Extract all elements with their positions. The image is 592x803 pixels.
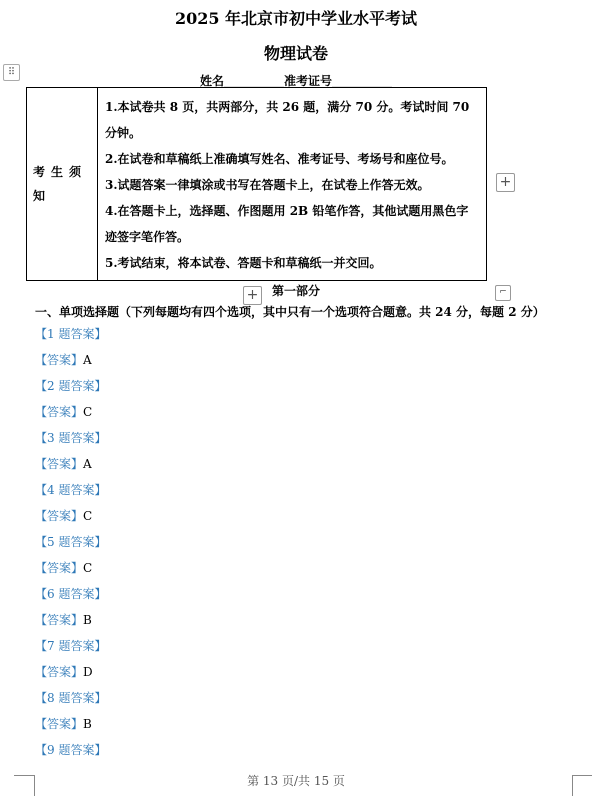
answer-line: 【答案】A bbox=[35, 353, 92, 367]
answer-line: 【答案】A bbox=[35, 457, 92, 471]
notice-item: 5.考试结束，将本试卷、答题卡和草稿纸一并交回。 bbox=[105, 256, 382, 270]
add-column-plus-icon[interactable]: + bbox=[496, 173, 515, 192]
answer-header: 【8 题答案】 bbox=[35, 691, 107, 705]
add-row-plus-icon[interactable]: + bbox=[243, 286, 262, 305]
answer-line: 【答案】D bbox=[35, 665, 93, 679]
notice-item: 3.试题答案一律填涂或书写在答题卡上，在试卷上作答无效。 bbox=[105, 178, 430, 192]
answer-line: 【答案】B bbox=[35, 613, 92, 627]
part-title: 第一部分 bbox=[271, 284, 320, 298]
notice-item: 4.在答题卡上，选择题、作图题用 2B 铅笔作答，其他试题用黑色字迹签字笔作答。 bbox=[105, 204, 469, 244]
name-and-id-line: 姓名__________准考证号__________ bbox=[199, 74, 392, 88]
answer-header: 【2 题答案】 bbox=[35, 379, 107, 393]
answer-header: 【9 题答案】 bbox=[35, 743, 107, 757]
notice-label: 考生须知 bbox=[27, 88, 98, 281]
notice-item: 2.在试卷和草稿纸上准确填写姓名、准考证号、考场号和座位号。 bbox=[105, 152, 454, 166]
answer-line: 【答案】C bbox=[35, 405, 93, 419]
answer-header: 【3 题答案】 bbox=[35, 431, 107, 445]
notice-content bbox=[98, 88, 487, 281]
section-title: 一、单项选择题（下列每题均有四个选项，其中只有一个选项符合题意。共 24 分，每题 2 分） bbox=[35, 305, 545, 319]
exam-subtitle: 物理试卷 bbox=[263, 44, 328, 63]
answer-header: 【6 题答案】 bbox=[35, 587, 107, 601]
answer-header: 【7 题答案】 bbox=[35, 639, 107, 653]
answer-line: 【答案】B bbox=[35, 717, 92, 731]
exam-title: 2025 年北京市初中学业水平考试 bbox=[174, 9, 418, 28]
answer-line: 【答案】C bbox=[35, 509, 93, 523]
notice-item: 1.本试卷共 8 页，共两部分，共 26 题，满分 70 分。考试时间 70 分钟。 bbox=[105, 100, 470, 140]
answer-header: 【5 题答案】 bbox=[35, 535, 107, 549]
answer-header: 【1 题答案】 bbox=[35, 327, 107, 341]
answer-header: 【4 题答案】 bbox=[35, 483, 107, 497]
table-move-handle-icon[interactable]: ⠿ bbox=[3, 64, 20, 81]
notice-table bbox=[26, 87, 487, 281]
table-resize-icon[interactable]: ⌐ bbox=[495, 285, 511, 301]
answer-line: 【答案】C bbox=[35, 561, 93, 575]
page-number: 第 13 页/共 15 页 bbox=[247, 774, 345, 788]
